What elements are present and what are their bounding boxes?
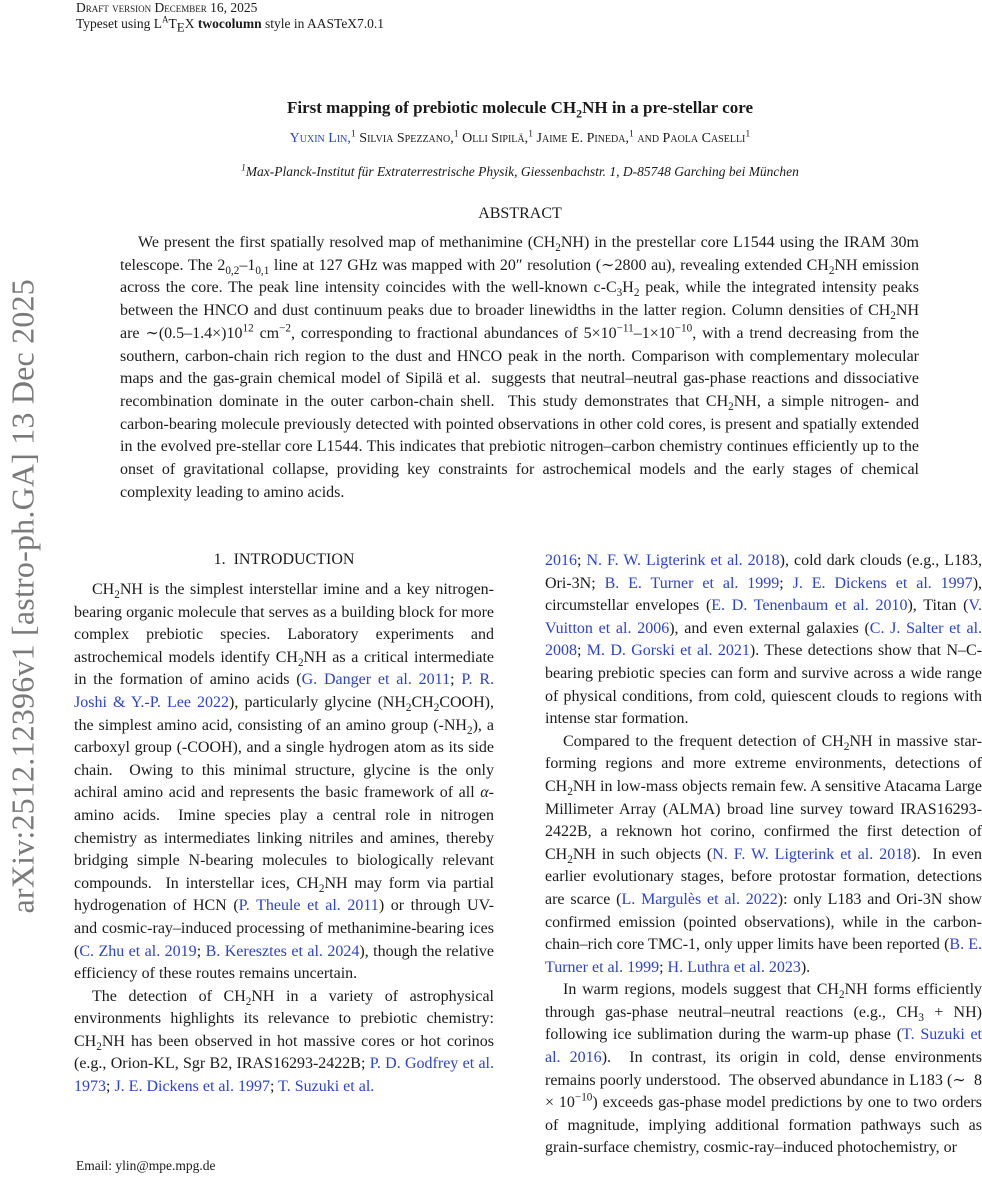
citation-link[interactable]: L. Margulès et al. 2022 — [621, 890, 778, 908]
citation-link[interactable]: V. Vuitton et al. 2006 — [545, 597, 982, 637]
paragraph-1: $CH_2NH$ is the simplest interstellar imine and a key nitrogen-bearing organic molecule that serves as a building block for more complex prebiotic species. Laboratory experiments and astrochemical models identify $CH_2NH$ as a critical intermediate in the formation of amino acids (G. Danger et al. 2011; P. R. Joshi & Y.-P. Lee 2022), particularly glycine $(NH_2CH_2COOH)$, the simplest amino acid, consisting of an amino group $(-NH_2)$, a carboxyl group (-COOH), and a single hydrogen atom as its side chain. Owing to this minimal structure, glycine is the only achiral amino acid and represents the basic framework of all α-amino acids. Imine species play a central role in nitrogen chemistry as intermediates linking nitriles and amines, thereby bridging simple N-bearing molecules to biologically relevant compounds. In interstellar ices, $CH_2NH$ may form via partial hydrogenation of HCN (P. Theule et al. 2011) or through UV- and cosmic-ray–induced processing of methanimine-bearing ices (C. Zhu et al. 2019; B. Keresztes et al. 2024), though the relative efficiency of these routes remains uncertain. — [74, 581, 495, 983]
citation-link[interactable]: P. Theule et al. 2011 — [238, 897, 379, 915]
paragraph-4: Compared to the frequent detection of $CH_2NH$ in massive star-forming regions and more extreme environments, detections of $CH_2NH$ in low-mass objects remain few. A sensitive Atacama Large Millimeter Array (ALMA) broad line survey toward IRAS16293-2422B, a reknown hot corino, confirmed the first detection of $CH_2NH$ in such objects (N. F. W. Ligterink et al. 2018). In even earlier evolutionary stages, before protostar formation, detections are scarce (L. Margulès et al. 2022): only L183 and Ori-3N show confirmed emission (pointed observations), while in the carbon-chain–rich core TMC-1, only upper limits have been reported (B. E. Turner et al. 1999; H. Luthra et al. 2023). — [545, 732, 982, 976]
arxiv-stamp: arXiv:2512.12396v1 [astro-ph.GA] 13 Dec 2025 — [4, 279, 41, 914]
citation-link[interactable]: 2016 — [545, 552, 577, 569]
paper-title: First mapping of prebiotic molecule $CH_2NH$ in a pre-stellar core — [286, 98, 753, 121]
paragraph-5: In warm regions, models suggest that $CH_2NH$ forms efficiently through gas-phase neutral–neutral reactions (e.g., $CH_3 + NH$) following ice sublimation during the warm-up phase (T. Suzuki et al. 2016). In contrast, its origin in cold, dense environments remains poorly understood. The observed abundance in L183 (∼ $8 \times 10^{-10}$) exceeds gas-phase model predictions by one to two orders of magnitude, implying additional formation pathways such as grain-surface chemistry, cosmic-ray–induced photochemistry, or — [545, 981, 982, 1157]
abstract-heading: ABSTRACT — [478, 205, 562, 222]
author-link-lin[interactable]: Yuxin Lin, — [289, 131, 351, 146]
abstract-body: We present the first spatially resolved map of methanimine $(CH_2NH)$ in the prestellar core L1544 using the IRAM 30m telescope. The $2_{0,2}-1_{0,1}$ line at 127 GHz was mapped with 20″ resolution (∼2800 au), revealing extended $CH_2NH$ emission across the core. The peak line intensity coincides with the well-known $c-C_3H_2$ peak, while the integrated intensity peaks between the HNCO and dust continuum peaks due to broader linewidths in the latter region. Column densities of $CH_2NH$ are $\sim(0.5-1.4\times)10^{12}$ $cm^{-2}$, corresponding to fractional abundances of $5\times 10^{-11}-1\times 10^{-10}$, with a trend decreasing from the southern, carbon-chain rich region to the dust and HNCO peak in the north. Comparison with complementary molecular maps and the gas-grain chemical model of Sipilä et al. suggests that neutral–neutral gas-phase reactions and dissociative recombination dominate in the outer carbon-chain shell. This study demonstrates that $CH_2NH$, a simple nitrogen- and carbon-bearing molecule previously detected with pointed observations in other cold cores, is present and spatially extended in the evolved pre-stellar core L1544. This indicates that prebiotic nitrogen–carbon chemistry continues efficiently up to the onset of gravitational collapse, providing key constraints for astrochemical models and the early stages of chemical complexity leading to amino acids. — [120, 234, 920, 501]
citation-link[interactable]: H. Luthra et al. 2023 — [667, 958, 801, 976]
citation-link[interactable]: M. D. Gorski et al. 2021 — [586, 642, 750, 660]
citation-link[interactable]: P. R. Joshi & Y.-P. Lee 2022 — [74, 671, 495, 711]
footnote-email: Email: ylin@mpe.mpg.de — [76, 1158, 216, 1173]
citation-link[interactable]: E. D. Tenenbaum et al. 2010 — [711, 597, 908, 615]
citation-link[interactable]: T. Suzuki et al. 2016 — [545, 1026, 982, 1067]
citation-link[interactable]: N. F. W. Ligterink et al. 2018 — [586, 552, 780, 569]
right-column — [545, 550, 982, 1160]
citation-link[interactable]: P. D. Godfrey et al. 1973 — [74, 1055, 494, 1096]
citation-link[interactable]: J. E. Dickens et al. 1997 — [792, 574, 973, 592]
paragraph-3: 2016; N. F. W. Ligterink et al. 2018), cold dark clouds (e.g., L183, Ori-3N; B. E. Turner et al. 1999; J. E. Dickens et al. 1997), circumstellar envelopes (E. D. Tenenbaum et al. 2010), Titan (V. Vuitton et al. 2006), and even external galaxies (C. J. Salter et al. 2008; M. D. Gorski et al. 2021). These detections show that N–C-bearing prebiotic species can form and survive across a wide range of physical conditions, from cold, quiescent clouds to regions with intense star formation. — [545, 552, 982, 728]
citation-link[interactable]: B. E. Turner et al. 1999 — [604, 574, 780, 592]
citation-link[interactable]: N. F. W. Ligterink et al. 2018 — [712, 845, 912, 863]
typeset-header: Typeset using $L^AT_EX$ twocolumn style in AASTeX7.0.1 — [76, 14, 385, 35]
left-column — [74, 579, 494, 1099]
citation-link[interactable]: B. Keresztes et al. 2024 — [205, 942, 360, 960]
section-heading: 1. INTRODUCTION — [213, 551, 355, 568]
citation-link[interactable]: C. J. Salter et al. 2008 — [545, 619, 982, 660]
citation-link[interactable]: G. Danger et al. 2011 — [301, 671, 451, 689]
citation-link[interactable]: C. Zhu et al. 2019 — [79, 942, 197, 960]
author-list: Yuxin Lin,$^1$ Silvia Spezzano,$^1$ Olli Sipilä,$^1$ Jaime E. Pineda,$^1$ and Paola Caselli$^1$ — [289, 128, 751, 146]
citation-link[interactable]: J. E. Dickens et al. 1997 — [114, 1078, 270, 1096]
draft-header: Draft version December 16, 2025 — [76, 0, 258, 15]
paragraph-2: The detection of $CH_2NH$ in a variety of astrophysical environments highlights its relevance to prebiotic chemistry: $CH_2NH$ has been observed in hot massive cores or hot corinos (e.g., Orion-KL, Sgr B2, IRAS16293-2422B; P. D. Godfrey et al. 1973; J. E. Dickens et al. 1997; T. Suzuki et al. — [74, 987, 494, 1096]
affiliation: $^1$Max-Planck-Institut für Extraterrestrische Physik, Giessenbachstr. 1, D-85748 Garching bei München — [241, 163, 799, 179]
citation-link[interactable]: T. Suzuki et al. — [278, 1078, 375, 1096]
citation-link[interactable]: B. E. Turner et al. 1999 — [545, 936, 982, 976]
